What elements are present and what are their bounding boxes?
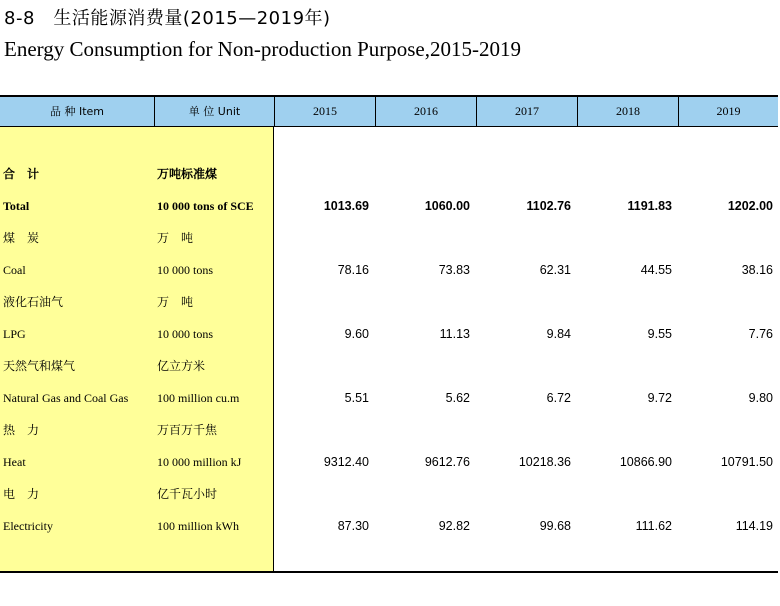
value-2018: 9.72 <box>647 391 672 405</box>
value-2016: 9612.76 <box>424 455 470 469</box>
unit-label-zh: 亿千瓦小时 <box>157 487 218 501</box>
item-label-en: Total <box>3 199 30 213</box>
item-label-zh: 天然气和煤气 <box>3 359 76 373</box>
value-2016: 1060.00 <box>424 199 470 213</box>
unit-label-en: 10 000 tons of SCE <box>157 199 254 213</box>
unit-label-zh: 万 吨 <box>157 295 194 309</box>
header-item: 品 种 Item <box>0 97 155 126</box>
table-row-natural-gas-zh <box>0 350 778 382</box>
table-row-lpg <box>0 318 778 350</box>
value-2019: 38.16 <box>741 263 773 277</box>
value-2019: 1202.00 <box>727 199 773 213</box>
table-row-coal-zh <box>0 222 778 254</box>
table-title-english: Energy Consumption for Non-production Purpose,2015-2019 <box>4 37 521 61</box>
item-label-en: Heat <box>3 455 26 469</box>
value-2017: 9.84 <box>546 327 571 341</box>
header-year-2019: 2019 <box>716 104 741 118</box>
item-label-zh: 合 计 <box>3 167 40 181</box>
value-2017: 1102.76 <box>526 199 571 213</box>
header-year-2015: 2015 <box>275 97 376 126</box>
unit-label-en: 100 million kWh <box>157 519 239 533</box>
unit-label-zh: 万 吨 <box>157 231 194 245</box>
table-row-heat-zh <box>0 414 778 446</box>
value-2016: 92.82 <box>438 519 470 533</box>
item-label-zh: 热 力 <box>3 423 40 437</box>
value-2015: 9312.40 <box>323 455 369 469</box>
table-header <box>0 97 778 127</box>
unit-label-zh: 亿立方米 <box>157 359 206 373</box>
unit-label-en: 100 million cu.m <box>157 391 240 405</box>
value-2019: 9.80 <box>748 391 773 405</box>
item-label-en: LPG <box>3 327 26 341</box>
table-row-lpg-zh <box>0 286 778 318</box>
value-2015: 1013.69 <box>323 199 369 213</box>
unit-label-zh: 万吨标准煤 <box>157 167 218 181</box>
value-2015: 87.30 <box>337 519 369 533</box>
value-2018: 1191.83 <box>627 199 672 213</box>
value-2018: 10866.90 <box>619 455 672 469</box>
table-row-total <box>0 190 778 222</box>
unit-label-en: 10 000 tons <box>157 327 214 341</box>
table-row-electricity <box>0 510 778 542</box>
value-2017: 6.72 <box>546 391 571 405</box>
item-label-zh: 电 力 <box>3 487 40 501</box>
item-label-en: Natural Gas and Coal Gas <box>3 391 129 405</box>
value-2019: 10791.50 <box>720 455 773 469</box>
header-year-2016: 2016 <box>376 97 477 126</box>
table-row-heat <box>0 446 778 478</box>
value-2016: 73.83 <box>438 263 470 277</box>
value-2015: 9.60 <box>344 327 369 341</box>
value-2015: 78.16 <box>337 263 369 277</box>
table-row-natural-gas <box>0 382 778 414</box>
item-label-en: Coal <box>3 263 26 277</box>
value-2017: 62.31 <box>539 263 571 277</box>
unit-label-en: 10 000 tons <box>157 263 214 277</box>
value-2019: 114.19 <box>735 519 773 533</box>
value-2018: 44.55 <box>640 263 672 277</box>
value-2018: 111.62 <box>635 519 672 533</box>
header-unit: 单 位 Unit <box>155 97 275 126</box>
table-row-coal <box>0 254 778 286</box>
value-2016: 11.13 <box>439 327 470 341</box>
value-2019: 7.76 <box>748 327 773 341</box>
value-2016: 5.62 <box>445 391 470 405</box>
item-label-en: Electricity <box>3 519 53 533</box>
table-row-electricity-zh <box>0 478 778 510</box>
table-row-total-zh <box>0 158 778 190</box>
item-label-zh: 液化石油气 <box>3 295 64 309</box>
table-title-chinese: 8-8 生活能源消费量(2015—2019年) <box>4 8 331 29</box>
energy-consumption-table <box>0 95 778 573</box>
unit-label-en: 10 000 million kJ <box>157 455 242 469</box>
item-label-zh: 煤 炭 <box>3 231 40 245</box>
value-2018: 9.55 <box>647 327 672 341</box>
header-year-2017: 2017 <box>477 97 578 126</box>
value-2017: 99.68 <box>539 519 571 533</box>
value-2015: 5.51 <box>344 391 369 405</box>
header-year-2018: 2018 <box>578 97 679 126</box>
value-2017: 10218.36 <box>518 455 571 469</box>
unit-label-zh: 万百万千焦 <box>157 423 218 437</box>
